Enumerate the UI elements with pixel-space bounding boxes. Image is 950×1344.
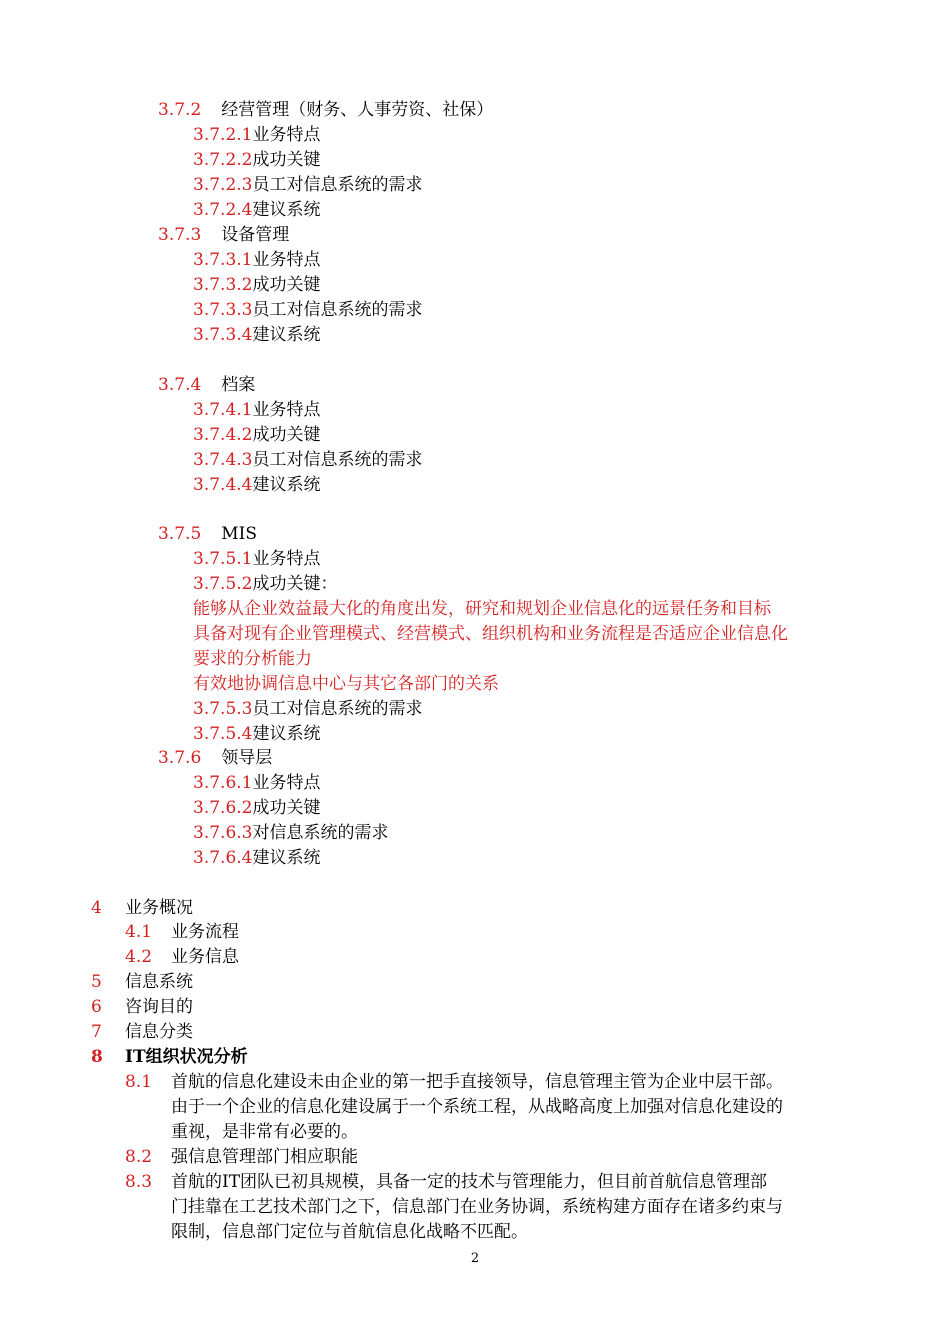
section-number: 3.7.4.4 bbox=[193, 475, 253, 495]
heading-3-7-4-3 bbox=[193, 450, 422, 470]
heading-3-7-3-4 bbox=[193, 325, 320, 345]
section-number: 7 bbox=[91, 1022, 102, 1042]
heading-3-7-3-1 bbox=[193, 250, 320, 270]
paragraph-line: 首航的信息化建设未由企业的第一把手直接领导，信息管理主管为企业中层干部。 bbox=[171, 1072, 783, 1092]
section-title: 业务概况 bbox=[125, 898, 193, 918]
heading-4-1 bbox=[125, 922, 239, 942]
section-title: 业务特点 bbox=[252, 773, 321, 793]
section-number: 3.7.3.3 bbox=[193, 300, 253, 320]
section-title: 信息系统 bbox=[125, 972, 193, 992]
section-number: 3.7.6 bbox=[158, 748, 202, 768]
section-number: 3.7.5 bbox=[158, 524, 202, 544]
mis-point: 具备对现有企业管理模式、经营模式、组织机构和业务流程是否适应企业信息化 bbox=[193, 624, 788, 644]
section-number: 3.7.6.3 bbox=[193, 823, 253, 843]
section-title: IT组织状况分析 bbox=[125, 1047, 248, 1067]
heading-3-7-4 bbox=[158, 375, 255, 395]
section-title: 业务信息 bbox=[171, 947, 239, 967]
section-title: 建议系统 bbox=[252, 848, 321, 868]
heading-3-7-4-2 bbox=[193, 425, 320, 445]
section-title: 对信息系统的需求 bbox=[252, 823, 389, 843]
section-number: 4.1 bbox=[125, 922, 153, 942]
heading-4 bbox=[91, 898, 193, 918]
section-number: 3.7.2.4 bbox=[193, 200, 253, 220]
heading-3-7-5-1 bbox=[193, 549, 320, 569]
paragraph-line: 限制，信息部门定位与首航信息化战略不匹配。 bbox=[171, 1222, 528, 1242]
section-title: 建议系统 bbox=[252, 724, 321, 744]
section-title: 成功关键 bbox=[252, 275, 321, 295]
section-title: 员工对信息系统的需求 bbox=[252, 175, 423, 195]
section-number: 3.7.5.3 bbox=[193, 699, 253, 719]
section-title: 成功关键： bbox=[252, 574, 338, 594]
heading-3-7-3-3 bbox=[193, 300, 422, 320]
section-number: 3.7.6.4 bbox=[193, 848, 253, 868]
section-title: 信息分类 bbox=[125, 1022, 193, 1042]
section-number: 6 bbox=[91, 997, 102, 1017]
heading-8 bbox=[91, 1047, 248, 1067]
heading-3-7-4-1 bbox=[193, 400, 320, 420]
section-number: 3.7.4 bbox=[158, 375, 202, 395]
section-number: 3.7.3.2 bbox=[193, 275, 253, 295]
section-title: 业务特点 bbox=[252, 125, 321, 145]
heading-8-2 bbox=[125, 1147, 358, 1167]
section-number: 3.7.5.4 bbox=[193, 724, 253, 744]
section-number: 3.7.5.1 bbox=[193, 549, 253, 569]
section-number: 3.7.4.3 bbox=[193, 450, 253, 470]
heading-3-7-3-2 bbox=[193, 275, 320, 295]
paragraph-line: 门挂靠在工艺技术部门之下，信息部门在业务协调，系统构建方面存在诸多约束与 bbox=[171, 1197, 783, 1217]
section-title: 设备管理 bbox=[221, 225, 290, 245]
section-title: 成功关键 bbox=[252, 798, 321, 818]
section-number: 3.7.5.2 bbox=[193, 574, 253, 594]
section-number-8-3: 8.3 bbox=[125, 1172, 153, 1192]
heading-3-7-4-4 bbox=[193, 475, 320, 495]
heading-4-2 bbox=[125, 947, 239, 967]
section-number-8-1: 8.1 bbox=[125, 1072, 153, 1092]
heading-3-7-5-2 bbox=[193, 574, 337, 594]
section-title: 建议系统 bbox=[252, 200, 321, 220]
heading-3-7-2-1 bbox=[193, 125, 320, 145]
section-title: 业务特点 bbox=[252, 250, 321, 270]
section-title: 成功关键 bbox=[252, 150, 321, 170]
section-number: 3.7.3.4 bbox=[193, 325, 253, 345]
section-number: 3.7.4.2 bbox=[193, 425, 253, 445]
heading-3-7-6-3 bbox=[193, 823, 388, 843]
section-title: 建议系统 bbox=[252, 475, 321, 495]
heading-7 bbox=[91, 1022, 193, 1042]
heading-3-7-2-3 bbox=[193, 175, 422, 195]
heading-6 bbox=[91, 997, 193, 1017]
heading-3-7-5-4 bbox=[193, 724, 320, 744]
section-number: 3.7.3.1 bbox=[193, 250, 253, 270]
section-number: 3.7.4.1 bbox=[193, 400, 253, 420]
heading-3-7-2 bbox=[158, 100, 493, 120]
section-number: 3.7.6.1 bbox=[193, 773, 253, 793]
heading-3-7-2-4 bbox=[193, 200, 320, 220]
section-title: 建议系统 bbox=[252, 325, 321, 345]
section-number: 5 bbox=[91, 972, 102, 992]
heading-3-7-6-2 bbox=[193, 798, 320, 818]
section-title: 员工对信息系统的需求 bbox=[252, 300, 423, 320]
section-number: 3.7.2.2 bbox=[193, 150, 253, 170]
section-title: 经营管理（财务、人事劳资、社保） bbox=[221, 100, 494, 120]
section-number: 8.2 bbox=[125, 1147, 153, 1167]
section-title: 领导层 bbox=[221, 748, 273, 768]
heading-5 bbox=[91, 972, 193, 992]
mis-point: 要求的分析能力 bbox=[193, 649, 312, 669]
section-title: 强信息管理部门相应职能 bbox=[171, 1147, 358, 1167]
section-number: 3.7.2.1 bbox=[193, 125, 253, 145]
section-title: 业务特点 bbox=[252, 549, 321, 569]
section-title: 员工对信息系统的需求 bbox=[252, 450, 423, 470]
heading-3-7-6-4 bbox=[193, 848, 320, 868]
heading-3-7-3 bbox=[158, 225, 289, 245]
paragraph-line: 由于一个企业的信息化建设属于一个系统工程，从战略高度上加强对信息化建设的 bbox=[171, 1097, 783, 1117]
mis-point: 有效地协调信息中心与其它各部门的关系 bbox=[193, 674, 499, 694]
paragraph-line: 重视，是非常有必要的。 bbox=[171, 1122, 358, 1142]
mis-point: 能够从企业效益最大化的角度出发，研究和规划企业信息化的远景任务和目标 bbox=[193, 599, 771, 619]
heading-3-7-6-1 bbox=[193, 773, 320, 793]
paragraph-line: 首航的IT团队已初具规模，具备一定的技术与管理能力，但目前首航信息管理部 bbox=[171, 1172, 768, 1192]
section-title: MIS bbox=[221, 524, 258, 544]
heading-3-7-5-3 bbox=[193, 699, 422, 719]
heading-3-7-6 bbox=[158, 748, 272, 768]
section-title: 成功关键 bbox=[252, 425, 321, 445]
page-number: 2 bbox=[470, 1251, 480, 1266]
section-title: 员工对信息系统的需求 bbox=[252, 699, 423, 719]
section-number: 8 bbox=[91, 1047, 103, 1067]
heading-3-7-5 bbox=[158, 524, 257, 544]
section-number: 3.7.2 bbox=[158, 100, 202, 120]
section-title: 咨询目的 bbox=[125, 997, 193, 1017]
section-number: 4.2 bbox=[125, 947, 153, 967]
section-number: 4 bbox=[91, 898, 102, 918]
section-number: 3.7.6.2 bbox=[193, 798, 253, 818]
section-title: 档案 bbox=[221, 375, 256, 395]
section-number: 3.7.2.3 bbox=[193, 175, 253, 195]
section-title: 业务特点 bbox=[252, 400, 321, 420]
heading-3-7-2-2 bbox=[193, 150, 320, 170]
section-title: 业务流程 bbox=[171, 922, 239, 942]
section-number: 3.7.3 bbox=[158, 225, 202, 245]
